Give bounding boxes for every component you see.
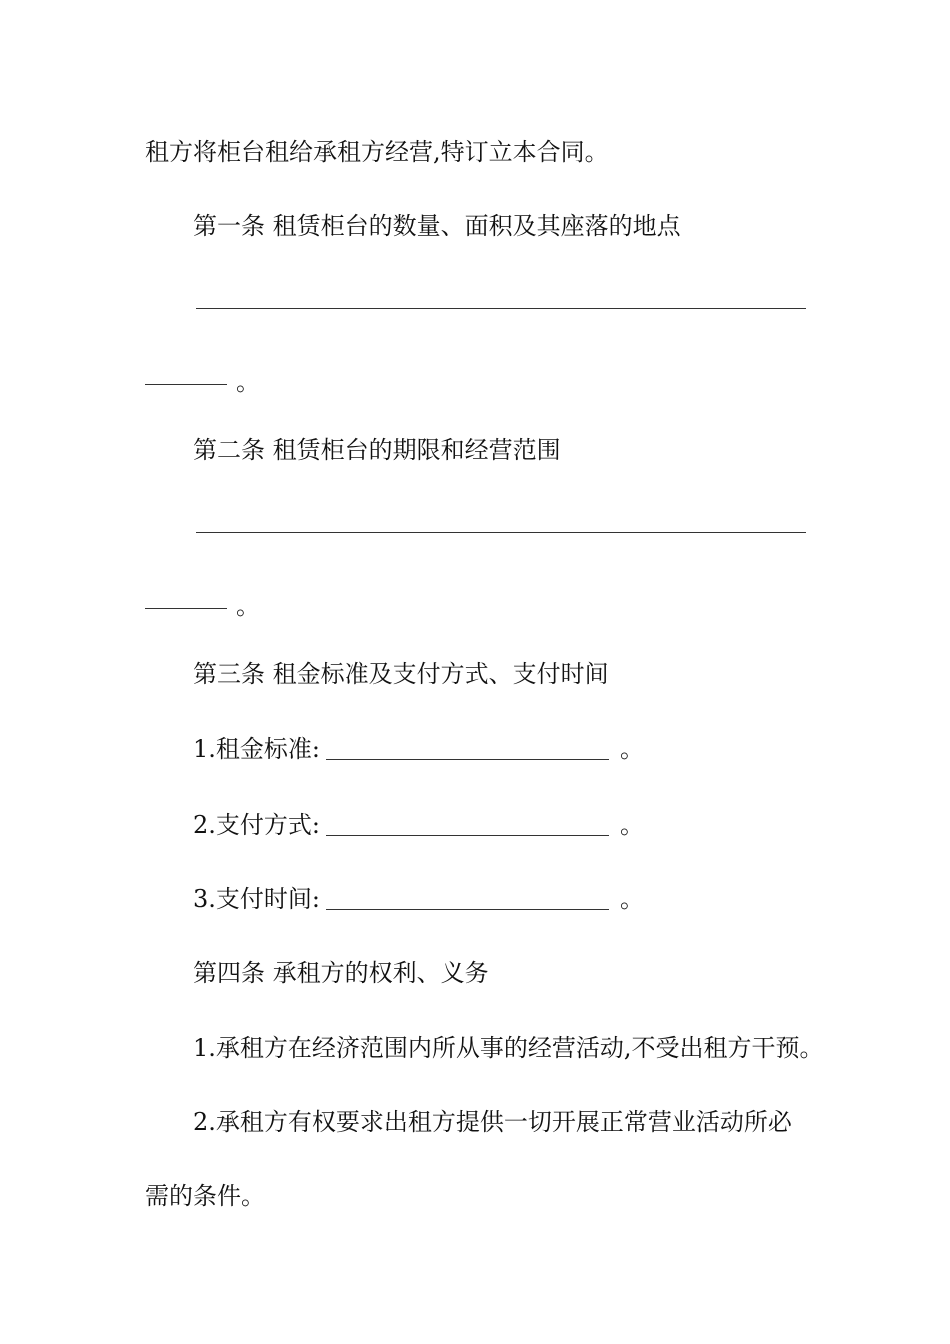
article-4-item-2: 2.承租方有权要求出租方提供一切开展正常营业活动所必: [193, 1108, 792, 1136]
article-3-heading: 第三条 租金标准及支付方式、支付时间: [193, 660, 609, 688]
article-3-item-payment-method: 2.支付方式:: [193, 811, 320, 839]
article-2-heading: 第二条 租赁柜台的期限和经营范围: [193, 436, 561, 464]
rent-standard-period: 。: [620, 735, 644, 763]
article-3-item-payment-time: 3.支付时间:: [193, 885, 320, 913]
payment-method-blank: [326, 835, 609, 836]
payment-time-blank: [326, 909, 609, 910]
article-1-period: 。: [236, 368, 260, 396]
article-3-item-rent-standard: 1.租金标准:: [193, 735, 320, 763]
rent-standard-blank: [326, 759, 609, 760]
article-1-heading: 第一条 租赁柜台的数量、面积及其座落的地点: [193, 212, 681, 240]
article-4-heading: 第四条 承租方的权利、义务: [193, 959, 489, 987]
payment-time-period: 。: [620, 885, 644, 913]
paragraph-intro-end: 租方将柜台租给承租方经营,特订立本合同。: [145, 138, 609, 166]
article-1-blank-line: [196, 308, 806, 309]
article-2-blank-line-end: [145, 608, 227, 609]
payment-method-period: 。: [620, 811, 644, 839]
article-4-item-2-continued: 需的条件。: [145, 1182, 265, 1210]
article-4-item-1: 1.承租方在经济范围内所从事的经营活动,不受出租方干预。: [193, 1034, 824, 1062]
article-2-period: 。: [236, 592, 260, 620]
article-2-blank-line: [196, 532, 806, 533]
article-1-blank-line-end: [145, 384, 227, 385]
